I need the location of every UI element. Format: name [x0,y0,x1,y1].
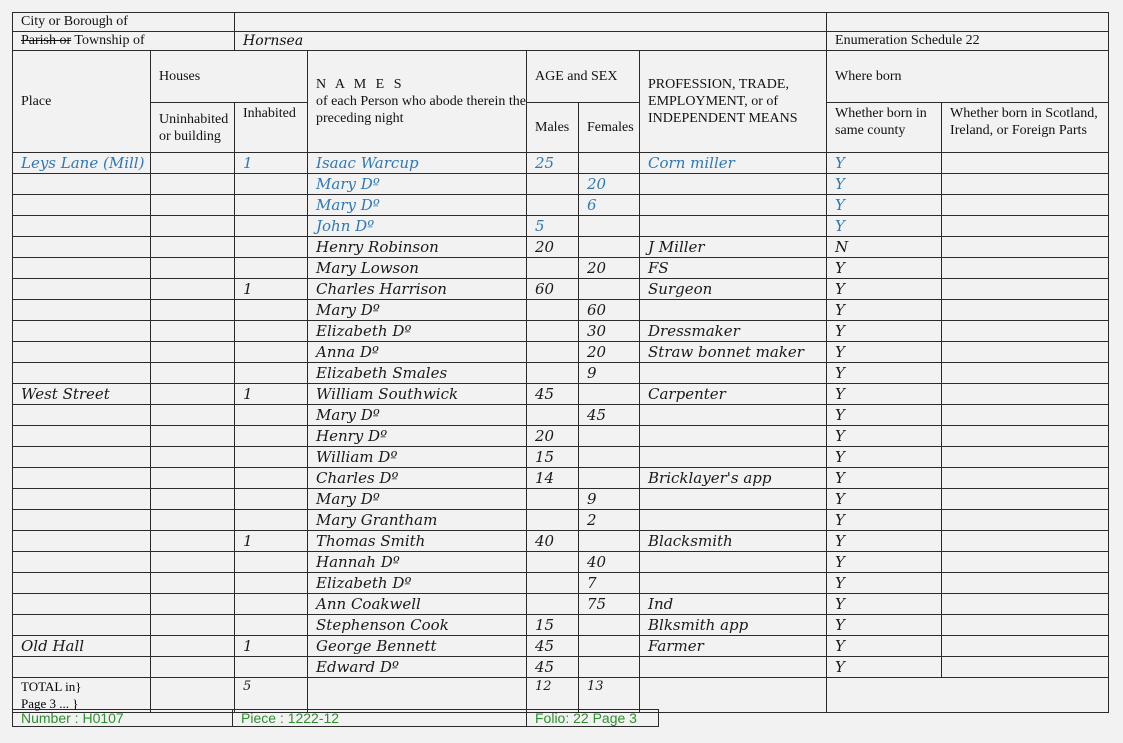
born-county-cell: Y [827,573,942,594]
profession-cell [640,405,827,426]
female-age-cell [579,279,640,300]
inhabited-cell [235,405,308,426]
person-name-cell: Henry Dº [308,426,527,447]
male-age-cell [527,573,579,594]
place-cell: Old Hall [13,636,151,657]
column-header-row-1 [13,51,1109,103]
uninhabited-cell [151,489,235,510]
inhabited-cell: 1 [235,384,308,405]
census-row [13,594,1109,615]
census-sheet [12,12,1109,713]
male-age-cell: 60 [527,279,579,300]
inhabited-cell [235,237,308,258]
male-age-cell [527,489,579,510]
total-page: Page 3 ... } [21,696,79,711]
col-names-title: N A M E S [316,77,405,92]
col-same-county: Whether born in same county [827,103,942,153]
total-row [13,678,1109,713]
census-row [13,300,1109,321]
census-row [13,636,1109,657]
total-blank [827,678,1109,713]
uninhabited-cell [151,510,235,531]
inhabited-cell [235,216,308,237]
census-row [13,363,1109,384]
census-row [13,447,1109,468]
male-age-cell: 5 [527,216,579,237]
male-age-cell: 40 [527,531,579,552]
profession-cell: Dressmaker [640,321,827,342]
inhabited-cell: 1 [235,531,308,552]
total-names [308,678,527,713]
born-county-cell: Y [827,636,942,657]
col-uninhabited: Uninhabited or building [151,103,235,153]
male-age-cell: 20 [527,426,579,447]
profession-cell: Surgeon [640,279,827,300]
col-foreign: Whether born in Scotland, Ireland, or Foreign Parts [942,103,1109,153]
female-age-cell: 2 [579,510,640,531]
place-cell [13,174,151,195]
total-profession [640,678,827,713]
place-cell [13,258,151,279]
col-names-sub: of each Person who abode therein the preceding night [316,94,526,126]
uninhabited-cell [151,195,235,216]
person-name-cell: Charles Dº [308,468,527,489]
uninhabited-cell [151,573,235,594]
profession-cell [640,216,827,237]
female-age-cell: 20 [579,342,640,363]
col-profession: PROFESSION, TRADE, EMPLOYMENT, or of INDEPENDENT MEANS [640,51,827,153]
profession-cell [640,573,827,594]
female-age-cell [579,447,640,468]
inhabited-cell [235,447,308,468]
born-county-cell: Y [827,447,942,468]
born-county-cell: Y [827,531,942,552]
person-name-cell: Stephenson Cook [308,615,527,636]
township-label: Township of [74,33,145,48]
uninhabited-cell [151,342,235,363]
born-foreign-cell [942,426,1109,447]
person-name-cell: Mary Dº [308,195,527,216]
person-name-cell: Thomas Smith [308,531,527,552]
inhabited-cell: 1 [235,636,308,657]
census-row [13,615,1109,636]
profession-cell [640,174,827,195]
profession-cell: Bricklayer's app [640,468,827,489]
township-value: Hornsea [235,32,827,51]
census-row [13,510,1109,531]
male-age-cell: 25 [527,153,579,174]
profession-cell [640,489,827,510]
profession-cell: FS [640,258,827,279]
inhabited-cell [235,489,308,510]
born-foreign-cell [942,195,1109,216]
female-age-cell: 6 [579,195,640,216]
parish-struck-label: Parish or [21,33,72,48]
born-foreign-cell [942,321,1109,342]
person-name-cell: John Dº [308,216,527,237]
inhabited-cell [235,195,308,216]
profession-cell: Corn miller [640,153,827,174]
census-row [13,468,1109,489]
profession-cell [640,300,827,321]
place-cell [13,447,151,468]
census-row [13,174,1109,195]
born-county-cell: Y [827,657,942,678]
born-foreign-cell [942,216,1109,237]
place-cell [13,573,151,594]
uninhabited-cell [151,153,235,174]
census-row [13,405,1109,426]
uninhabited-cell [151,636,235,657]
census-row [13,384,1109,405]
total-label-cell [13,678,151,713]
profession-cell: Blksmith app [640,615,827,636]
born-county-cell: Y [827,195,942,216]
born-foreign-cell [942,153,1109,174]
female-age-cell: 7 [579,573,640,594]
born-county-cell: Y [827,279,942,300]
census-row [13,237,1109,258]
footer-piece: Piece : 1222-12 [233,710,527,727]
male-age-cell: 45 [527,657,579,678]
female-age-cell [579,426,640,447]
profession-cell [640,447,827,468]
male-age-cell: 20 [527,237,579,258]
born-county-cell: Y [827,594,942,615]
census-row [13,573,1109,594]
male-age-cell: 15 [527,615,579,636]
male-age-cell [527,321,579,342]
footer-number: Number : H0107 [13,710,233,727]
born-county-cell: N [827,237,942,258]
census-table [12,12,1109,713]
uninhabited-cell [151,258,235,279]
born-foreign-cell [942,258,1109,279]
male-age-cell [527,552,579,573]
census-row [13,195,1109,216]
uninhabited-cell [151,237,235,258]
male-age-cell [527,363,579,384]
person-name-cell: Mary Dº [308,174,527,195]
footer-row [13,710,659,727]
col-houses: Houses [151,51,308,103]
female-age-cell: 40 [579,552,640,573]
born-foreign-cell [942,342,1109,363]
census-row [13,153,1109,174]
uninhabited-cell [151,657,235,678]
inhabited-cell [235,300,308,321]
female-age-cell: 9 [579,363,640,384]
uninhabited-cell [151,279,235,300]
township-label-cell [13,32,235,51]
city-row [13,13,1109,32]
male-age-cell [527,342,579,363]
col-where-born: Where born [827,51,1109,103]
census-row [13,426,1109,447]
census-row [13,216,1109,237]
person-name-cell: Isaac Warcup [308,153,527,174]
place-cell [13,216,151,237]
person-name-cell: Mary Dº [308,300,527,321]
born-foreign-cell [942,657,1109,678]
born-county-cell: Y [827,405,942,426]
person-name-cell: Elizabeth Dº [308,321,527,342]
person-name-cell: Charles Harrison [308,279,527,300]
profession-cell [640,195,827,216]
place-cell [13,468,151,489]
person-name-cell: Mary Grantham [308,510,527,531]
female-age-cell: 60 [579,300,640,321]
profession-cell: Carpenter [640,384,827,405]
profession-cell: Straw bonnet maker [640,342,827,363]
male-age-cell [527,195,579,216]
place-cell [13,531,151,552]
profession-cell: Ind [640,594,827,615]
total-label: TOTAL in} [21,679,82,694]
person-name-cell: Hannah Dº [308,552,527,573]
place-cell [13,405,151,426]
col-place: Place [13,51,151,153]
census-row [13,342,1109,363]
place-cell: Leys Lane (Mill) [13,153,151,174]
born-foreign-cell [942,489,1109,510]
city-label: City or Borough of [13,13,235,32]
footer-table [12,709,659,727]
person-name-cell: Mary Dº [308,489,527,510]
male-age-cell [527,300,579,321]
inhabited-cell [235,615,308,636]
female-age-cell: 20 [579,174,640,195]
col-females: Females [579,103,640,153]
total-males: 12 [527,678,579,713]
male-age-cell [527,405,579,426]
place-cell [13,342,151,363]
census-row [13,531,1109,552]
place-cell [13,321,151,342]
born-foreign-cell [942,384,1109,405]
born-county-cell: Y [827,363,942,384]
born-foreign-cell [942,531,1109,552]
born-foreign-cell [942,300,1109,321]
born-county-cell: Y [827,468,942,489]
place-cell [13,195,151,216]
uninhabited-cell [151,216,235,237]
inhabited-cell [235,510,308,531]
born-county-cell: Y [827,300,942,321]
person-name-cell: George Bennett [308,636,527,657]
city-value [235,13,827,32]
uninhabited-cell [151,405,235,426]
born-county-cell: Y [827,552,942,573]
profession-cell [640,363,827,384]
female-age-cell [579,615,640,636]
inhabited-cell [235,363,308,384]
born-county-cell: Y [827,174,942,195]
person-name-cell: William Southwick [308,384,527,405]
place-cell [13,489,151,510]
born-county-cell: Y [827,153,942,174]
person-name-cell: Anna Dº [308,342,527,363]
born-foreign-cell [942,405,1109,426]
born-foreign-cell [942,237,1109,258]
born-foreign-cell [942,447,1109,468]
place-cell [13,615,151,636]
uninhabited-cell [151,426,235,447]
place-cell [13,426,151,447]
census-row [13,552,1109,573]
uninhabited-cell [151,594,235,615]
uninhabited-cell [151,552,235,573]
inhabited-cell [235,468,308,489]
census-row [13,657,1109,678]
footer-folio: Folio: 22 Page 3 [527,710,659,727]
male-age-cell [527,174,579,195]
place-cell [13,510,151,531]
born-county-cell: Y [827,615,942,636]
male-age-cell: 45 [527,636,579,657]
profession-cell: J Miller [640,237,827,258]
female-age-cell: 9 [579,489,640,510]
born-county-cell: Y [827,384,942,405]
place-cell [13,300,151,321]
person-name-cell: Henry Robinson [308,237,527,258]
place-cell [13,237,151,258]
profession-cell [640,657,827,678]
male-age-cell [527,594,579,615]
female-age-cell: 75 [579,594,640,615]
born-foreign-cell [942,363,1109,384]
female-age-cell: 30 [579,321,640,342]
col-age-sex: AGE and SEX [527,51,640,103]
uninhabited-cell [151,363,235,384]
person-name-cell: Edward Dº [308,657,527,678]
township-row [13,32,1109,51]
uninhabited-cell [151,321,235,342]
person-name-cell: Elizabeth Smales [308,363,527,384]
column-header-row-2 [13,103,1109,153]
born-foreign-cell [942,510,1109,531]
total-uninhabited [151,678,235,713]
born-foreign-cell [942,174,1109,195]
uninhabited-cell [151,174,235,195]
person-name-cell: Ann Coakwell [308,594,527,615]
female-age-cell: 20 [579,258,640,279]
uninhabited-cell [151,384,235,405]
born-county-cell: Y [827,321,942,342]
born-county-cell: Y [827,510,942,531]
born-foreign-cell [942,594,1109,615]
profession-cell [640,552,827,573]
census-row [13,489,1109,510]
col-males: Males [527,103,579,153]
female-age-cell [579,237,640,258]
female-age-cell [579,384,640,405]
born-county-cell: Y [827,258,942,279]
born-county-cell: Y [827,426,942,447]
born-foreign-cell [942,636,1109,657]
inhabited-cell [235,321,308,342]
born-foreign-cell [942,552,1109,573]
male-age-cell: 45 [527,384,579,405]
inhabited-cell [235,258,308,279]
female-age-cell [579,636,640,657]
inhabited-cell [235,594,308,615]
inhabited-cell [235,174,308,195]
place-cell [13,594,151,615]
col-names [308,51,527,153]
female-age-cell: 45 [579,405,640,426]
city-blank [827,13,1109,32]
person-name-cell: Mary Lowson [308,258,527,279]
male-age-cell [527,258,579,279]
census-row [13,321,1109,342]
schedule-label: Enumeration Schedule 22 [827,32,1109,51]
male-age-cell: 14 [527,468,579,489]
total-females: 13 [579,678,640,713]
female-age-cell [579,531,640,552]
person-name-cell: Mary Dº [308,405,527,426]
inhabited-cell [235,426,308,447]
uninhabited-cell [151,531,235,552]
profession-cell: Blacksmith [640,531,827,552]
uninhabited-cell [151,300,235,321]
place-cell [13,657,151,678]
census-row [13,279,1109,300]
born-foreign-cell [942,468,1109,489]
inhabited-cell [235,573,308,594]
place-cell: West Street [13,384,151,405]
person-name-cell: Elizabeth Dº [308,573,527,594]
born-county-cell: Y [827,342,942,363]
female-age-cell [579,468,640,489]
profession-cell [640,510,827,531]
inhabited-cell [235,552,308,573]
born-foreign-cell [942,615,1109,636]
inhabited-cell: 1 [235,279,308,300]
total-inhabited: 5 [235,678,308,713]
female-age-cell [579,153,640,174]
born-county-cell: Y [827,489,942,510]
born-county-cell: Y [827,216,942,237]
born-foreign-cell [942,573,1109,594]
place-cell [13,279,151,300]
male-age-cell: 15 [527,447,579,468]
place-cell [13,363,151,384]
uninhabited-cell [151,615,235,636]
person-name-cell: William Dº [308,447,527,468]
inhabited-cell [235,342,308,363]
uninhabited-cell [151,447,235,468]
census-row [13,258,1109,279]
inhabited-cell: 1 [235,153,308,174]
profession-cell [640,426,827,447]
male-age-cell [527,510,579,531]
female-age-cell [579,657,640,678]
uninhabited-cell [151,468,235,489]
born-foreign-cell [942,279,1109,300]
female-age-cell [579,216,640,237]
profession-cell: Farmer [640,636,827,657]
inhabited-cell [235,657,308,678]
col-inhabited: Inhabited [235,103,308,153]
place-cell [13,552,151,573]
